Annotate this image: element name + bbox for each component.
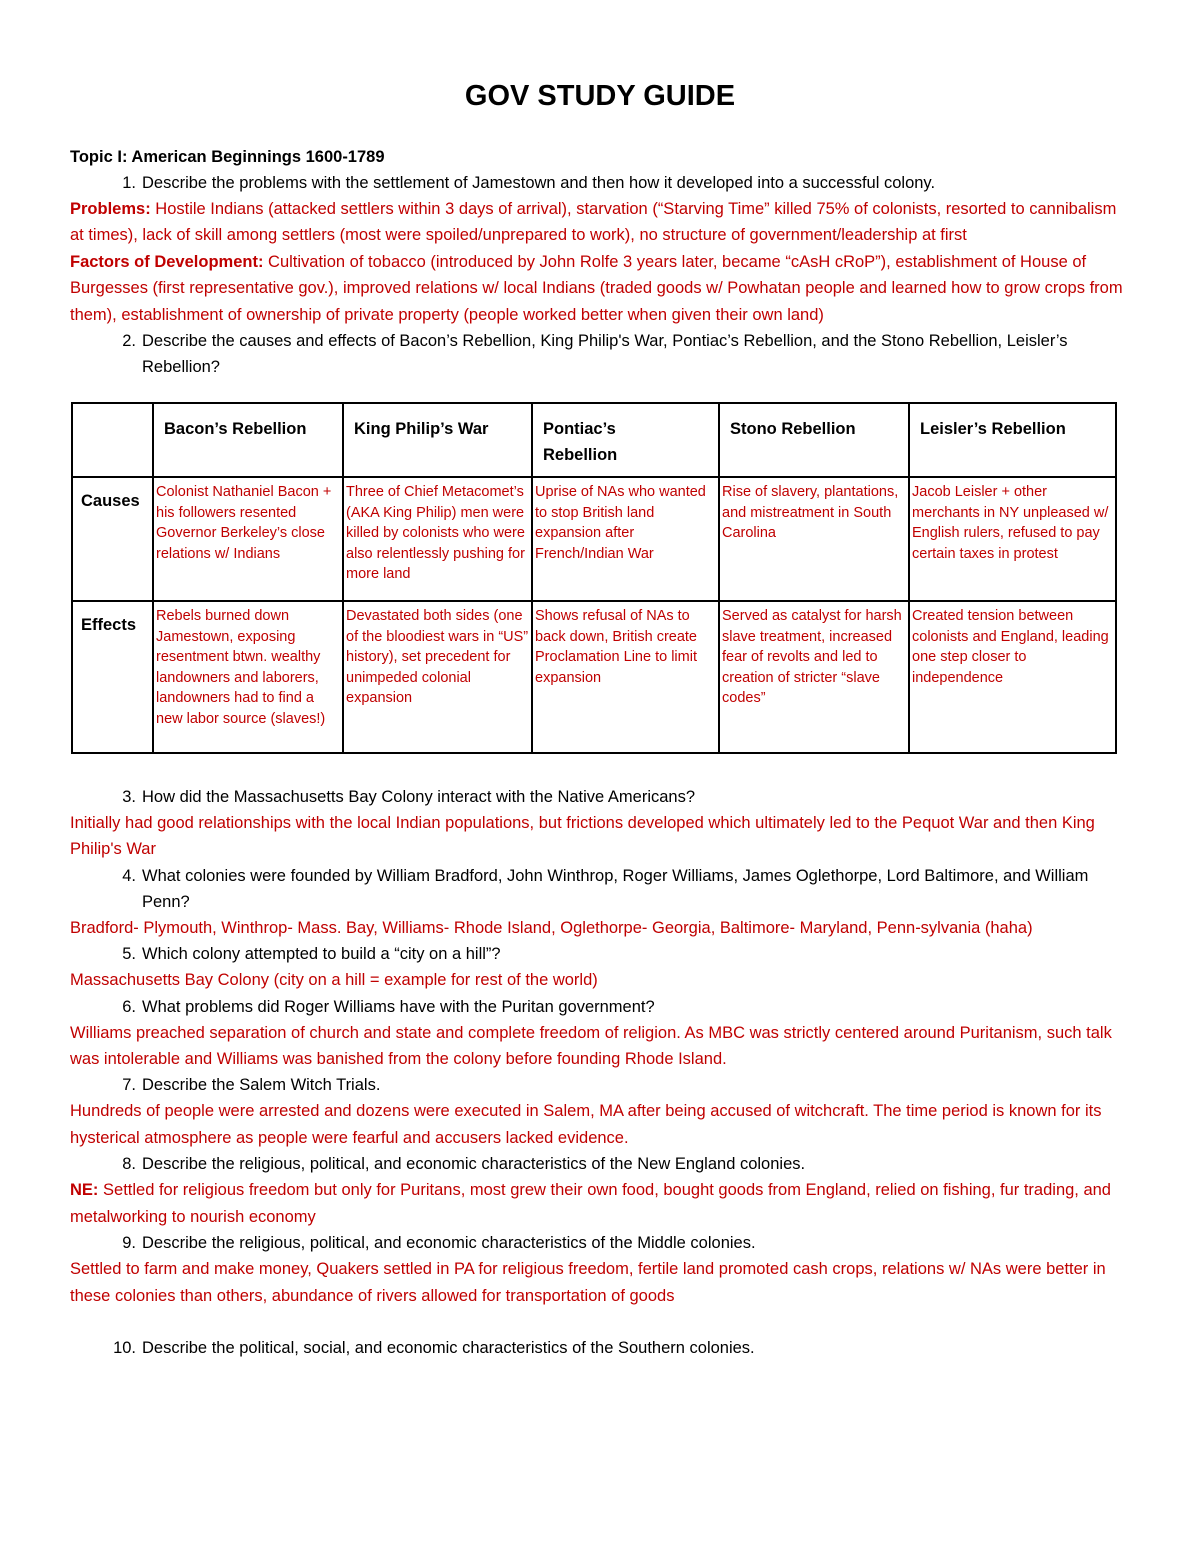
row-header: Causes (72, 477, 153, 601)
question-text: Describe the problems with the settlement of Jamestown and then how it developed into a successful colony. (142, 174, 936, 192)
answer-text: Cultivation of tobacco (introduced by John Rolfe 3 years later, became “cAsH cRoP”), establishment of House of Burgesses (first representative gov.), improved relations w/ local Indians (traded goods w/ Powhatan people and learned how to grow crops from them), establishment of ownership of private property (people worked better when given their own land) (70, 252, 1123, 324)
table-cell: Uprise of NAs who wanted to stop British land expansion after French/Indian War (532, 477, 719, 601)
row-header: Effects (72, 601, 153, 753)
table-cell: Jacob Leisler + other merchants in NY unpleased w/ English rulers, refused to pay certain taxes in protest (909, 477, 1116, 601)
question-text: What problems did Roger Williams have with the Puritan government? (142, 997, 655, 1016)
answer-text: Settled for religious freedom but only for Puritans, most grew their own food, bought goods from England, relied on fishing, fur trading, and metalworking to nourish economy (70, 1181, 1111, 1226)
question-number: 5. (122, 945, 136, 964)
table-cell: Devastated both sides (one of the bloodiest wars in “US” history), set precedent for unimpeded colonial expansion (343, 601, 532, 753)
question-text: Describe the Salem Witch Trials. (142, 1076, 381, 1095)
question-text: Describe the religious, political, and economic characteristics of the Middle colonies. (142, 1234, 756, 1253)
answer-3: Initially had good relationships with the local Indian populations, but frictions developed which ultimately led to the Pequot War and then King Philip's War (70, 814, 1095, 859)
answer-label: Factors of Development: (70, 252, 264, 271)
question-7 (70, 1072, 1130, 1098)
answer-label: Problems: (70, 200, 151, 218)
question-9 (70, 1230, 1130, 1256)
question-number: 6. (122, 997, 136, 1016)
table-row (72, 601, 1116, 753)
table-cell: Three of Chief Metacomet’s (AKA King Philip) men were killed by colonists who were also relentlessly pushing for more land (343, 477, 532, 601)
question-6 (70, 994, 1130, 1020)
table-cell: Served as catalyst for harsh slave treatment, increased fear of revolts and led to creation of stricter “slave codes” (719, 601, 909, 753)
topic-heading: Topic I: American Beginnings 1600-1789 (70, 148, 385, 166)
answer-5: Massachusetts Bay Colony (city on a hill = example for rest of the world) (70, 971, 598, 990)
rebellions-table (71, 402, 1117, 754)
answer-1-problems (70, 196, 1130, 249)
question-number: 4. (122, 866, 136, 885)
answer-label: NE: (70, 1181, 99, 1200)
column-header: Pontiac’s Rebellion (532, 403, 719, 477)
answer-4: Bradford- Plymouth, Winthrop- Mass. Bay, Williams- Rhode Island, Oglethorpe- Georgia, Baltimore- Maryland, Penn-sylvania (haha) (70, 918, 1033, 937)
question-8 (70, 1151, 1130, 1177)
question-text: Which colony attempted to build a “city on a hill”? (142, 945, 501, 964)
table-row (72, 477, 1116, 601)
question-3 (70, 784, 1130, 810)
answer-text: Hostile Indians (attacked settlers within 3 days of arrival), starvation (“Starving Time” killed 75% of colonists, resorted to cannibalism at times), lack of skill among settlers (most were spoiled/unprepared to work), no structure of government/leadership at first (70, 200, 1117, 245)
page-title: GOV STUDY GUIDE (464, 80, 736, 112)
answer-8 (70, 1177, 1130, 1230)
table-cell: Colonist Nathaniel Bacon + his followers resented Governor Berkeley’s close relations w/ Indians (153, 477, 343, 601)
question-text: Describe the religious, political, and economic characteristics of the New England colonies. (142, 1155, 806, 1174)
question-number: 9. (122, 1234, 136, 1253)
table-cell: Rebels burned down Jamestown, exposing resentment btwn. wealthy landowners and laborers, landowners had to find a new labor source (slaves!) (153, 601, 343, 753)
column-header: Bacon’s Rebellion (153, 403, 343, 477)
table-header-row (72, 403, 1116, 477)
answer-6: Williams preached separation of church and state and complete freedom of religion. As MBC was strictly centered around Puritanism, such talk was intolerable and Williams was banished from the colony before founding Rhode Island. (70, 1023, 1112, 1069)
question-text: How did the Massachusetts Bay Colony interact with the Native Americans? (142, 788, 696, 807)
question-1 (70, 170, 1130, 196)
question-4 (70, 863, 1130, 915)
question-number: 1. (122, 174, 136, 192)
question-number: 7. (122, 1076, 136, 1095)
question-text: Describe the political, social, and economic characteristics of the Southern colonies. (142, 1338, 755, 1357)
table-cell: Created tension between colonists and England, leading one step closer to independence (909, 601, 1116, 753)
question-number: 2. (122, 332, 136, 351)
column-header: Stono Rebellion (719, 403, 909, 477)
question-number: 10. (113, 1338, 136, 1357)
column-header: King Philip’s War (343, 403, 532, 477)
question-number: 3. (122, 788, 136, 807)
table-cell: Shows refusal of NAs to back down, British create Proclamation Line to limit expansion (532, 601, 719, 753)
question-10 (70, 1335, 1130, 1361)
answer-9: Settled to farm and make money, Quakers settled in PA for religious freedom, fertile land promoted cash crops, relations w/ NAs were better in these colonies than others, abundance of rivers allowed for transportation of goods (70, 1260, 1106, 1305)
question-text: What colonies were founded by William Bradford, John Winthrop, Roger Williams, James Oglethorpe, Lord Baltimore, and William Penn? (142, 866, 1089, 911)
question-2 (70, 328, 1130, 380)
answer-7: Hundreds of people were arrested and dozens were executed in Salem, MA after being accused of witchcraft. The time period is known for its hysterical atmosphere as people were fearful and accusers lacked evidence. (70, 1102, 1102, 1147)
question-5 (70, 941, 1130, 967)
column-header: Leisler’s Rebellion (909, 403, 1116, 477)
question-number: 8. (122, 1155, 136, 1174)
answer-1-factors (70, 249, 1130, 328)
corner-cell (72, 403, 153, 477)
study-guide-page (70, 78, 1130, 1361)
spacer (70, 1309, 1130, 1335)
question-text: Describe the causes and effects of Bacon’s Rebellion, King Philip's War, Pontiac’s Rebellion, and the Stono Rebellion, Leisler’s Rebellion? (142, 332, 1068, 377)
table-cell: Rise of slavery, plantations, and mistreatment in South Carolina (719, 477, 909, 601)
